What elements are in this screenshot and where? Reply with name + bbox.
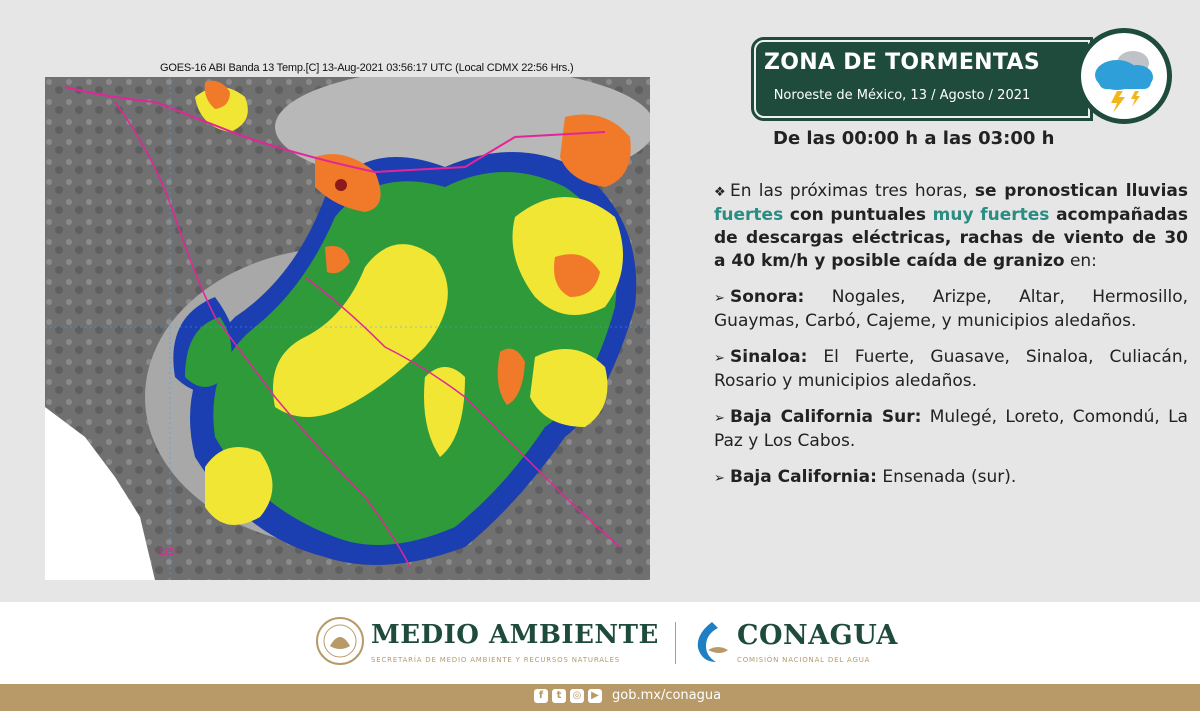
- region-item: ➢ Baja California: Ensenada (sur).: [714, 467, 1017, 487]
- instagram-icon[interactable]: ◎: [570, 689, 584, 703]
- conagua-logo: CONAGUA: [737, 620, 898, 651]
- page-title: ZONA DE TORMENTAS: [764, 50, 1040, 75]
- bulletin-text: [714, 180, 1188, 503]
- youtube-icon[interactable]: ▶: [588, 689, 602, 703]
- medio-ambiente-subtitle: SECRETARÍA DE MEDIO AMBIENTE Y RECURSOS NATURALES: [371, 656, 620, 664]
- facebook-icon[interactable]: f: [534, 689, 548, 703]
- mexico-seal-icon: [315, 616, 365, 666]
- website-link[interactable]: gob.mx/conagua: [612, 688, 722, 703]
- region-item: ➢ Baja California Sur: Mulegé, Loreto, Comondú, La Paz y Los Cabos.: [714, 407, 1188, 451]
- page-subtitle: Noroeste de México, 13 / Agosto / 2021: [773, 88, 1031, 103]
- medio-ambiente-logo: MEDIO AMBIENTE: [371, 620, 659, 650]
- conagua-subtitle: COMISIÓN NACIONAL DEL AGUA: [737, 656, 871, 664]
- region-item: ➢ Sinaloa: El Fuerte, Guasave, Sinaloa, Culiacán, Rosario y municipios aledaños.: [714, 347, 1188, 391]
- header-title-box: [754, 40, 1090, 118]
- logo-divider: [675, 622, 676, 664]
- satellite-image: [45, 77, 650, 580]
- conagua-logo-icon: [692, 620, 732, 664]
- time-range: De las 00:00 h a las 03:00 h: [773, 128, 1055, 149]
- twitter-icon[interactable]: t: [552, 689, 566, 703]
- social-links: [534, 688, 721, 703]
- bulletin-intro: ❖ En las próximas tres horas, se pronostican lluvias fuertes con puntuales muy fuertes acompañadas de descargas eléctricas, rachas de viento de 30 a 40 km/h y posible caída de granizo en:: [714, 181, 1188, 271]
- map-caption: GOES-16 ABI Banda 13 Temp.[C] 13-Aug-2021 03:56:17 UTC (Local CDMX 22:56 Hrs.): [160, 62, 574, 74]
- storm-cloud-icon: [1076, 28, 1172, 124]
- longitude-label: -115°: [155, 547, 179, 558]
- region-item: ➢ Sonora: Nogales, Arizpe, Altar, Hermosillo, Guaymas, Carbó, Cajeme, y municipios aledaños.: [714, 287, 1188, 331]
- footer-bar: [0, 684, 1200, 711]
